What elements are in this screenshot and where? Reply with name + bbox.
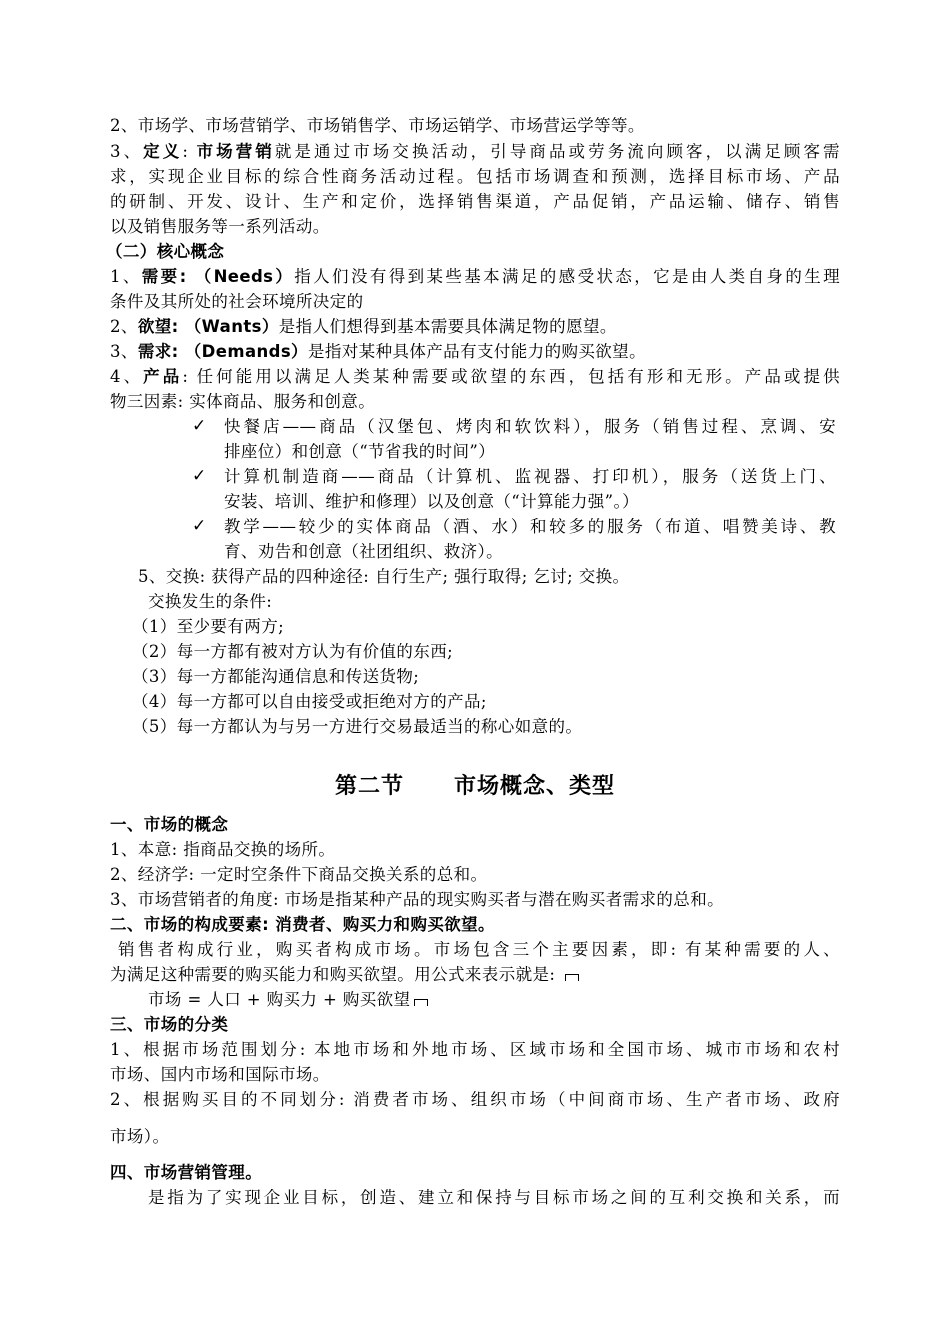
line-elements-desc: 销售者构成行业，购买者构成市场。市场包含三个主要因素，即: 有某种需要的人、 [118,940,840,959]
checkmark-icon: ✓ [192,466,207,486]
line-market-terms: 2、市场学、市场营销学、市场销售学、市场运销学、市场营运学等等。 [110,116,645,135]
checkmark-icon: ✓ [192,416,207,436]
list-item: （3）每一方都能沟通信息和传送货物; [132,667,420,686]
line-definition [110,139,840,164]
edit-mark-icon [414,999,428,1006]
line-example-church: 教学——较少的实体商品（酒、水）和较多的服务（布道、唱赞美诗、教 [224,517,836,536]
product-text: : 任何能用以满足人类某种需要或欲望的东西，包括有形和无形。产品或提供 [182,367,840,386]
formula-intro: 为满足这种需要的购买能力和购买欲望。用公式来表示就是: [110,965,562,984]
line-marketer-view: 3、市场营销者的角度: 市场是指某种产品的现实购买者与潜在购买者需求的总和。 [110,890,725,909]
demands-en: : （Demands） [171,342,308,361]
colon: : [182,142,197,161]
line-example-church-2: 育、劝告和创意（社团组织、救济）。 [224,542,504,561]
list-item: （4）每一方都可以自由接受或拒绝对方的产品; [132,692,487,711]
line-definition-4: 以及销售服务等一系列活动。 [110,217,330,236]
line-definition-2: 求，实现企业目标的综合性商务活动过程。包括市场调查和预测，选择目标市场、产品 [110,167,840,186]
line-example-fastfood-2: 排座位）和创意（“节省我的时间”） [224,442,496,461]
needs-en: : （Needs） [179,267,295,286]
line-product [110,364,840,389]
line-product-2: 物三因素: 实体商品、服务和创意。 [110,392,376,411]
line-exchange-conditions: 交换发生的条件: [148,592,273,611]
heading-market-types: 三、市场的分类 [110,1015,229,1034]
wants-en: : （Wants） [171,317,279,336]
demands-label: 需求 [137,342,172,361]
list-item: （2）每一方都有被对方认为有价值的东西; [132,642,454,661]
list-item: （1）至少要有两方; [132,617,285,636]
line-example-computer-2: 安装、培训、维护和修理）以及创意（“计算能力强”。） [224,492,640,511]
needs-text: 指人们没有得到某些基本满足的感受状态，它是由人类自身的生理 [294,267,840,286]
line-elements-desc-2 [110,962,840,987]
line-by-scope: 1、根据市场范围划分: 本地市场和外地市场、区域市场和全国市场、城市市场和农村 [110,1040,840,1059]
line-exchange: 5、交换: 获得产品的四种途径: 自行生产; 强行取得; 乞讨; 交换。 [138,567,630,586]
line-demands [110,339,840,364]
section-number: 第二节 [334,774,404,799]
needs-label: 需要 [141,267,180,286]
heading-market-elements: 二、市场的构成要素: 消费者、购买力和购买欲望。 [110,915,495,934]
line-by-purpose: 2、根据购买目的不同划分: 消费者市场、组织市场（中间商市场、生产者市场、政府 [110,1090,840,1109]
num: 2、 [110,317,138,336]
wants-text: 是指人们想得到基本需要具体满足物的愿望。 [278,317,617,336]
line-needs-2: 条件及其所处的社会环境所决定的 [110,292,364,311]
num: 3、 [110,342,138,361]
heading-market-concept: 一、市场的概念 [110,815,229,834]
heading-marketing-management: 四、市场营销管理。 [110,1163,263,1182]
section-title [0,769,950,800]
line-example-computer: 计算机制造商——商品（计算机、监视器、打印机），服务（送货上门、 [224,467,836,486]
num: 3、 [110,142,144,161]
line-by-purpose-2: 市场）。 [110,1127,170,1146]
line-economics: 2、经济学: 一定时空条件下商品交换关系的总和。 [110,865,488,884]
line-example-fastfood: 快餐店——商品（汉堡包、烤肉和软饮料），服务（销售过程、烹调、安 [224,417,836,436]
marketing-term: 市场营销 [196,142,275,161]
edit-mark-icon [565,974,579,981]
heading-core-concepts: （二）核心概念 [106,242,225,261]
line-formula [148,987,878,1012]
formula-text: 市场 = 人口 + 购买力 + 购买欲望 [148,990,411,1009]
demands-text: 是指对某种具体产品有支付能力的购买欲望。 [307,342,646,361]
product-label: 产品 [143,367,183,386]
num: 1、 [110,267,142,286]
line-by-scope-2: 市场、国内市场和国际市场。 [110,1065,330,1084]
list-item: （5）每一方都认为与另一方进行交易最适当的称心如意的。 [132,717,583,736]
line-definition-3: 的研制、开发、设计、生产和定价，选择销售渠道，产品促销，产品运输、储存、销售 [110,192,840,211]
line-management-desc: 是指为了实现企业目标，创造、建立和保持与目标市场之间的互利交换和关系，而 [148,1188,840,1207]
line-needs [110,264,840,289]
wants-label: 欲望 [137,317,172,336]
checkmark-icon: ✓ [192,516,207,536]
line-original-meaning: 1、本意: 指商品交换的场所。 [110,840,336,859]
definition-label: 定义 [143,142,183,161]
section-name: 市场概念、类型 [454,774,616,799]
line-wants [110,314,840,339]
num: 4、 [110,367,144,386]
definition-text: 就是通过市场交换活动，引导商品或劳务流向顾客，以满足顾客需 [274,142,840,161]
